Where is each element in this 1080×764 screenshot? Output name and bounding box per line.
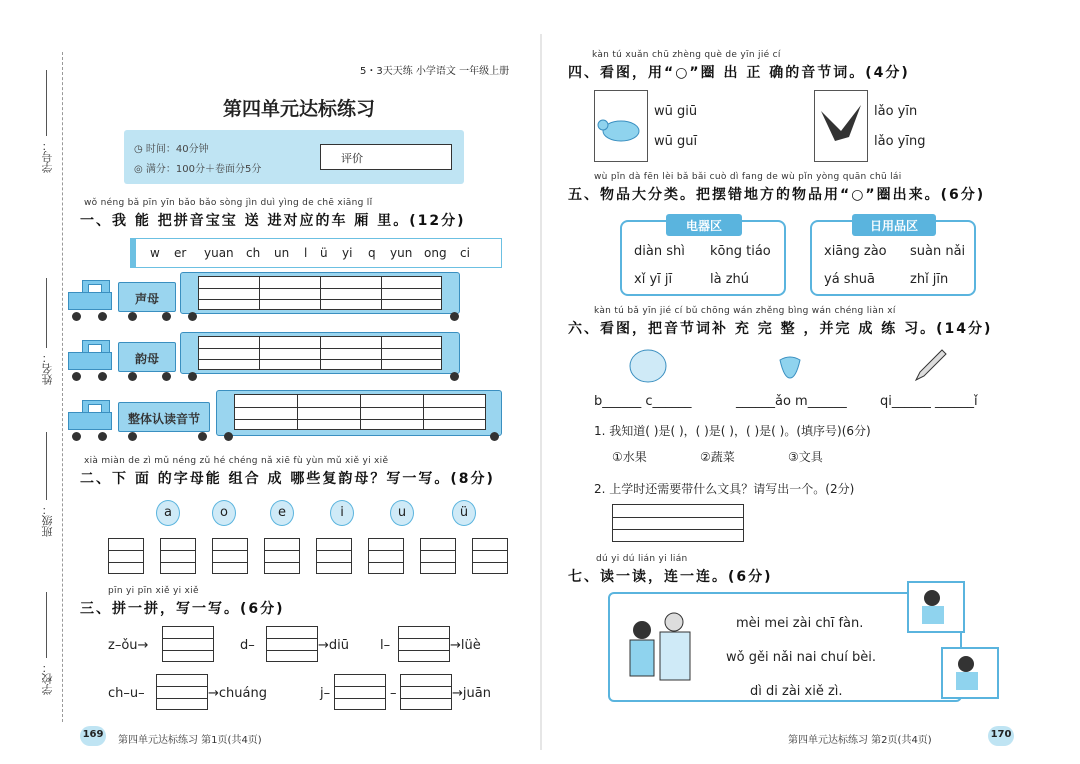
- zone-item[interactable]: xǐ yī jī: [634, 272, 673, 287]
- answer-box[interactable]: [420, 538, 456, 574]
- answer-box[interactable]: [156, 674, 208, 710]
- spell-item: →juān: [452, 686, 491, 701]
- car-finals: [118, 342, 176, 372]
- writing-box[interactable]: [612, 504, 744, 542]
- book-header: 5・3天天练 小学语文 一年级上册: [360, 66, 510, 77]
- score-info: ◎ 满分：100分＋卷面分5分: [134, 164, 262, 175]
- vowel-bubble: u: [390, 500, 414, 526]
- answer-box[interactable]: [266, 626, 318, 662]
- zone-item[interactable]: xiāng zào: [824, 244, 887, 259]
- spell-item: →lüè: [450, 638, 481, 653]
- pinyin-item: l: [304, 246, 308, 260]
- boy-writing-icon: [940, 646, 1000, 700]
- strawberry-icon: [778, 354, 802, 380]
- pinyin-item: q: [368, 246, 376, 260]
- spell-item: j–: [320, 686, 331, 701]
- eagle-image: [814, 90, 868, 162]
- spell-item: z–ǒu→: [108, 638, 149, 653]
- pinyin-item: er: [174, 246, 187, 260]
- car-label: 整体认读音节: [127, 412, 200, 426]
- option-laoying[interactable]: lǎo yīng: [874, 134, 926, 149]
- vowel-bubble: e: [270, 500, 294, 526]
- answer-grid[interactable]: [234, 394, 486, 430]
- option-wugiu[interactable]: wū giū: [654, 104, 698, 119]
- evaluation-box[interactable]: [320, 144, 452, 170]
- zone-title: 电器区: [666, 214, 742, 236]
- car-label: 韵母: [134, 352, 159, 366]
- spell-item: →chuáng: [208, 686, 267, 701]
- locomotive-icon: [68, 340, 116, 376]
- binding-margin: [0, 0, 64, 764]
- q6-pinyin: kàn tú bǎ yīn jié cí bǔ chōng wán zhěng bìng wán chéng liàn xí: [594, 306, 896, 316]
- eagle-icon: [815, 91, 867, 161]
- pinyin-item: un: [274, 246, 290, 260]
- answer-box[interactable]: [398, 626, 450, 662]
- zone-item[interactable]: kōng tiáo: [710, 244, 771, 259]
- q1-pinyin: wǒ néng bǎ pīn yīn bǎo bǎo sòng jìn duì yìng de chē xiāng lǐ: [84, 198, 373, 208]
- turtle-icon: [595, 91, 647, 161]
- choice: ②蔬菜: [700, 450, 735, 464]
- q5-pinyin: wù pǐn dà fēn lèi bǎ bǎi cuò dì fang de wù pǐn yòng quān chū lái: [594, 172, 902, 182]
- spell-item: →diū: [318, 638, 349, 653]
- car-initials: [118, 282, 176, 312]
- spell-item: ch–u–: [108, 686, 145, 701]
- pinyin-item: yun: [390, 246, 413, 260]
- class-line: [46, 432, 47, 500]
- daily-goods-zone: [810, 220, 976, 296]
- page-number: 170: [988, 726, 1014, 746]
- school-label: 学校：: [41, 662, 54, 695]
- time-info: ◷ 时间：40分钟: [134, 144, 209, 155]
- zone-item[interactable]: zhǐ jīn: [910, 272, 949, 287]
- train-initials: [68, 280, 488, 320]
- name-label: 姓名：: [41, 352, 54, 385]
- q4-title: 四、看图，用“○”圈 出 正 确的音节词。(4分): [568, 65, 910, 81]
- pinyin-item: yi: [342, 246, 353, 260]
- sentence[interactable]: wǒ gěi nǎi nai chuí bèi.: [726, 650, 876, 665]
- reading-scene: [608, 592, 962, 702]
- train-finals: [68, 340, 488, 380]
- spell-item: d–: [240, 638, 255, 653]
- car-label: 声母: [134, 292, 159, 306]
- car-whole-syllables: [118, 402, 210, 432]
- q4-pinyin: kàn tú xuǎn chū zhèng què de yīn jié cí: [592, 50, 781, 60]
- answer-box[interactable]: [108, 538, 144, 574]
- train-whole-syllables: [68, 400, 508, 440]
- choice: ①水果: [612, 450, 647, 464]
- zone-item[interactable]: suàn nǎi: [910, 244, 966, 259]
- answer-grid[interactable]: [198, 276, 442, 310]
- pinyin-item: w: [150, 246, 160, 260]
- zone-item[interactable]: là zhú: [710, 272, 750, 287]
- option-laoyin[interactable]: lǎo yīn: [874, 104, 918, 119]
- q6-sub2: 2. 上学时还需要带什么文具？请写出一个。(2分): [594, 482, 855, 496]
- answer-box[interactable]: [212, 538, 248, 574]
- spell-item: –: [390, 686, 397, 701]
- zone-title: 日用品区: [852, 214, 936, 236]
- sentence[interactable]: mèi mei zài chī fàn.: [736, 616, 864, 631]
- zone-item[interactable]: yá shuā: [824, 272, 876, 287]
- blank-pencil[interactable]: qi______ ______ǐ: [880, 394, 978, 409]
- pinyin-banner: [130, 238, 502, 268]
- cabbage-icon: [626, 346, 670, 386]
- page-number: 169: [80, 726, 106, 746]
- name-line: [46, 278, 47, 348]
- q2-pinyin: xià miàn de zì mǔ néng zǔ hé chéng nǎ xiē fù yùn mǔ xiě yi xiě: [84, 456, 389, 466]
- grandma-child-icon: [620, 608, 700, 692]
- answer-box[interactable]: [334, 674, 386, 710]
- pinyin-item: ch: [246, 246, 261, 260]
- answer-box[interactable]: [368, 538, 404, 574]
- appliance-zone: [620, 220, 786, 296]
- blank-strawberry[interactable]: ______ǎo m______: [736, 394, 847, 409]
- right-page: [556, 34, 1026, 750]
- student-id-label: 学号：: [41, 140, 54, 173]
- q2-title: 二、下 面 的字母能 组合 成 哪些复韵母？写一写。(8分): [80, 471, 495, 487]
- option-wugui[interactable]: wū guī: [654, 134, 698, 149]
- zone-item[interactable]: diàn shì: [634, 244, 685, 259]
- class-label: 班级：: [41, 504, 54, 537]
- vowel-bubble: i: [330, 500, 354, 526]
- turtle-image: [594, 90, 648, 162]
- q6-title: 六、看图，把音节词补 充 完 整 ，并完 成 练 习。(14分): [568, 321, 993, 337]
- page-spine: [540, 34, 542, 750]
- girl-eating-icon: [906, 580, 966, 634]
- left-page: [64, 34, 534, 750]
- vowel-bubble: a: [156, 500, 180, 526]
- answer-box[interactable]: [160, 538, 196, 574]
- q3-pinyin: pīn yi pīn xiě yi xiě: [108, 586, 199, 596]
- answer-box[interactable]: [472, 538, 508, 574]
- info-box: [124, 130, 464, 184]
- vowel-bubble: ü: [452, 500, 476, 526]
- answer-box[interactable]: [264, 538, 300, 574]
- pinyin-item: ü: [320, 246, 328, 260]
- answer-box[interactable]: [316, 538, 352, 574]
- answer-box[interactable]: [400, 674, 452, 710]
- locomotive-icon: [68, 280, 116, 316]
- pinyin-item: yuan: [204, 246, 234, 260]
- answer-box[interactable]: [162, 626, 214, 662]
- q7-pinyin: dú yi dú lián yi lián: [596, 554, 688, 564]
- page-title: 第四单元达标练习: [222, 98, 375, 120]
- pencil-icon: [912, 348, 948, 384]
- evaluation-label: 评价: [341, 152, 363, 165]
- pinyin-item: ci: [460, 246, 470, 260]
- page-footer: 第四单元达标练习 第1页(共4页): [118, 735, 262, 746]
- blank-cabbage[interactable]: b______ c______: [594, 394, 692, 409]
- student-id-line: [46, 70, 47, 136]
- q1-title: 一、我 能 把拼音宝宝 送 进对应的车 厢 里。(12分): [80, 213, 466, 229]
- answer-grid[interactable]: [198, 336, 442, 370]
- choice: ③文具: [788, 450, 823, 464]
- page-footer: 第四单元达标练习 第2页(共4页): [788, 735, 932, 746]
- school-line: [46, 592, 47, 658]
- q3-title: 三、拼一拼，写一写。(6分): [80, 601, 285, 617]
- sentence[interactable]: dì di zài xiě zì.: [750, 684, 843, 699]
- spell-item: l–: [380, 638, 391, 653]
- locomotive-icon: [68, 400, 116, 436]
- pinyin-item: ong: [424, 246, 447, 260]
- score-text: 满分：100分＋卷面分5分: [145, 164, 262, 175]
- vowel-bubble: o: [212, 500, 236, 526]
- time-text: 时间：40分钟: [145, 144, 209, 155]
- q6-sub1: 1. 我知道( )是( )，( )是( )，( )是( )。(填序号)(6分): [594, 424, 871, 438]
- q5-title: 五、物品大分类。把摆错地方的物品用“○”圈出来。(6分): [568, 187, 986, 203]
- q7-title: 七、读一读，连一连。(6分): [568, 569, 773, 585]
- cut-line: [62, 52, 63, 722]
